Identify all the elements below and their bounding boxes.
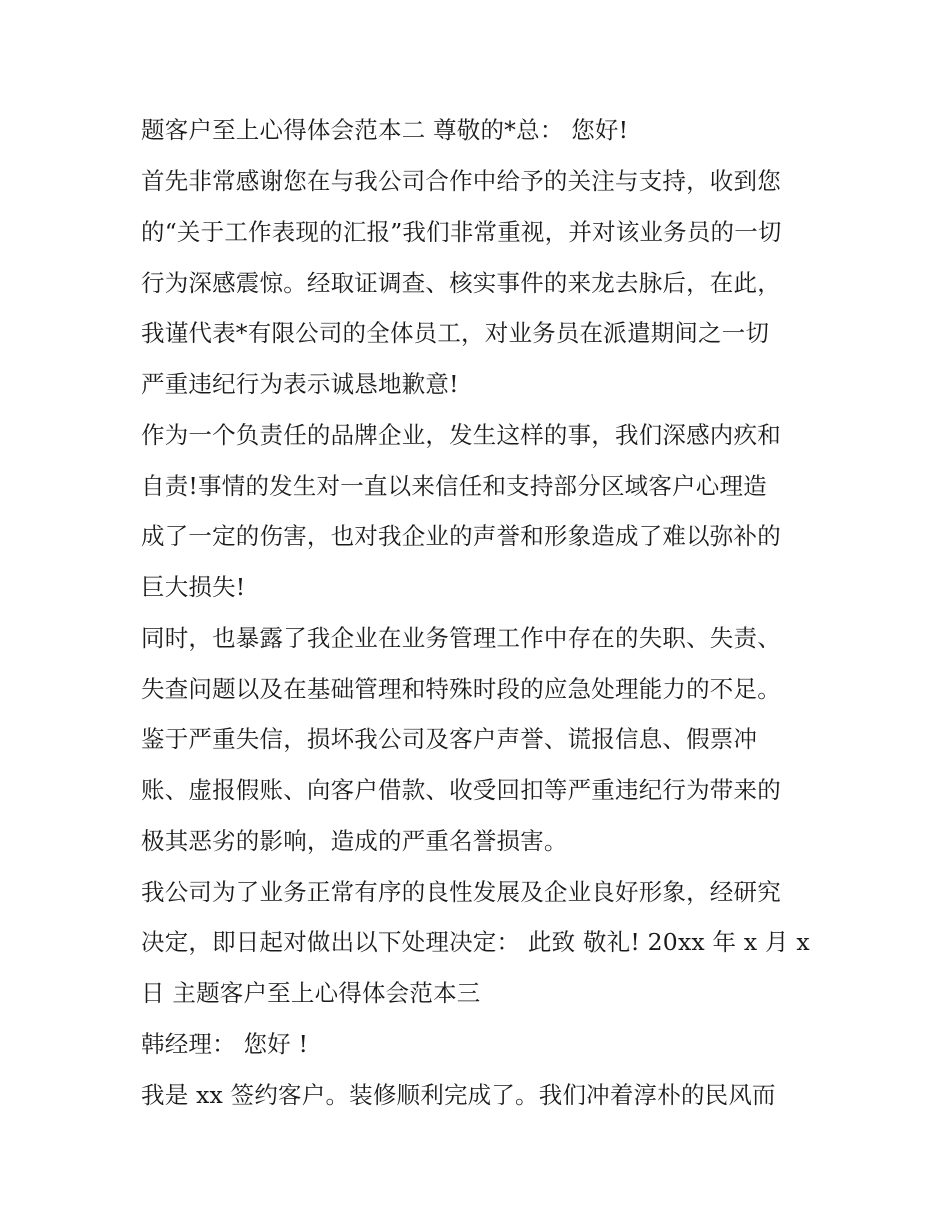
text-line-3: 的“关于工作表现的汇报”我们非常重视，并对该业务员的一切 [141,218,782,246]
text-line-10: 巨大损失! [141,573,246,601]
text-line-4: 行为深感震惊。经取证调查、核实事件的来龙去脉后，在此， [141,269,781,297]
text-line-7: 作为一个负责任的品牌企业，发生这样的事，我们深感内疚和 [141,421,781,449]
text-line-18: 日 主题客户至上心得体会范本三 [141,979,481,1007]
text-line-14: 账、虚报假账、向客户借款、收受回扣等严重违纪行为带来的 [141,776,781,804]
text-line-9: 成了一定的伤害，也对我企业的声誉和形象造成了难以弥补的 [141,522,781,550]
text-line-6: 严重违纪行为表示诚恳地歉意! [141,370,459,398]
text-line-15: 极其恶劣的影响，造成的严重名誉损害。 [141,827,568,855]
text-line-8: 自责!事情的发生对一直以来信任和支持部分区域客户心理造 [141,472,767,500]
text-line-11: 同时，也暴露了我企业在业务管理工作中存在的失职、失责、 [141,624,781,652]
text-line-17: 决定，即日起对做出以下处理决定： 此致 敬礼! 20xx 年 x 月 x [141,928,810,956]
text-line-13: 鉴于严重失信，损坏我公司及客户声誉、谎报信息、假票冲 [141,725,758,753]
text-line-1: 题客户至上心得体会范本二 尊敬的*总： 您好! [141,116,629,144]
text-line-2: 首先非常感谢您在与我公司合作中给予的关注与支持，收到您 [141,167,781,195]
text-line-12: 失查问题以及在基础管理和特殊时段的应急处理能力的不足。 [141,675,781,703]
text-line-5: 我谨代表*有限公司的全体员工，对业务员在派遣期间之一切 [141,319,770,347]
text-line-19: 韩经理： 您好 ! [141,1030,309,1058]
text-line-20: 我是 xx 签约客户。装修顺利完成了。我们冲着淳朴的民风而 [141,1081,776,1109]
text-line-16: 我公司为了业务正常有序的良性发展及企业良好形象，经研究 [141,878,781,906]
